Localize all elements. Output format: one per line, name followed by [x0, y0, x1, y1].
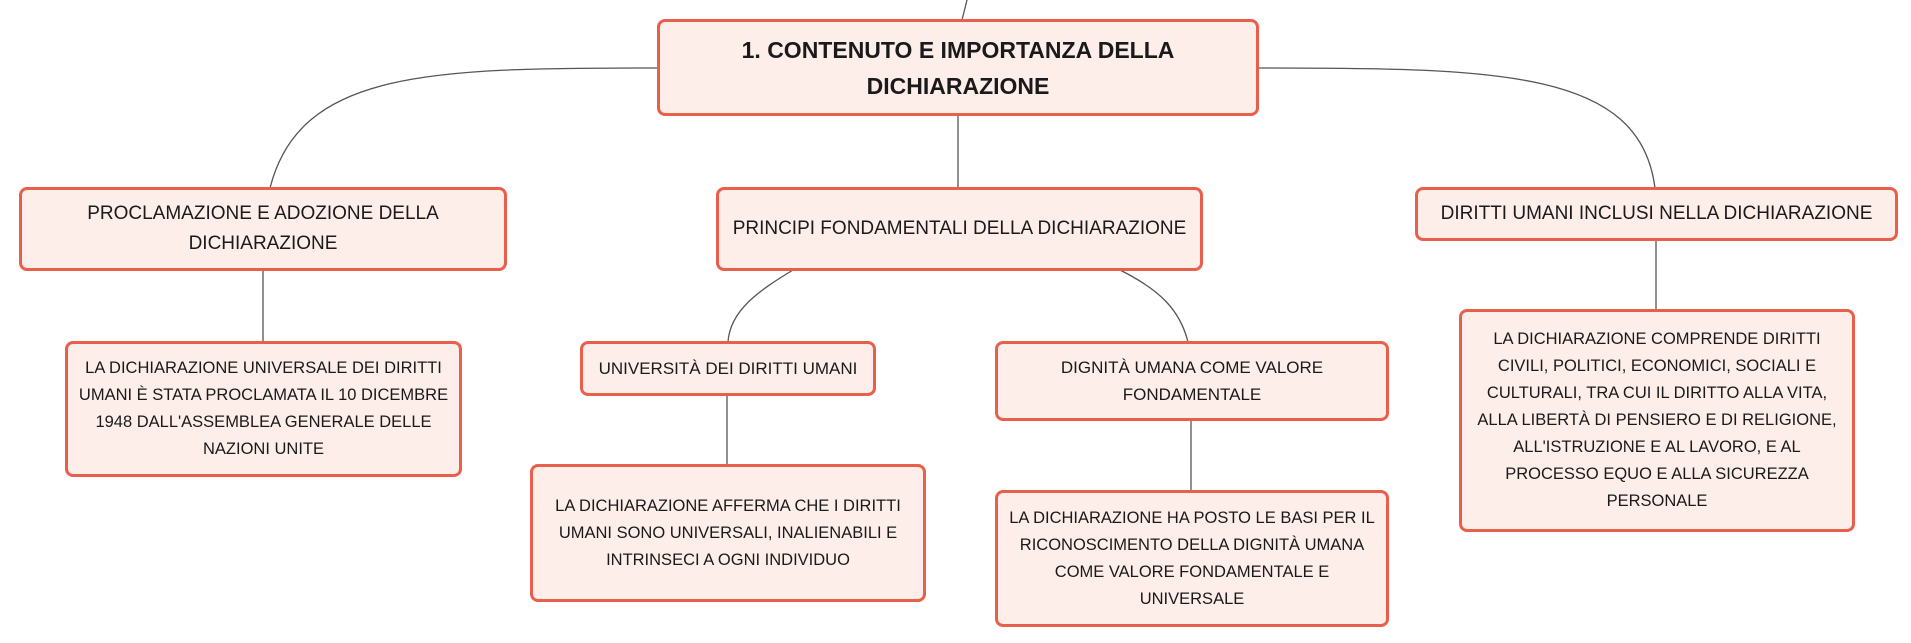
- connector-principi-to-dignita: [1120, 270, 1188, 342]
- detail-node-proclamazione[interactable]: [65, 341, 462, 477]
- subtopic-label: UNIVERSITÀ DEI DIRITTI UMANI: [598, 359, 858, 378]
- detail-node-dignita[interactable]: [995, 490, 1389, 627]
- detail-node-universita[interactable]: [530, 464, 926, 602]
- detail-text: LA DICHIARAZIONE AFFERMA CHE I DIRITTI UMANI SONO UNIVERSALI, INALIENABILI E INTRINSECI A OGNI INDIVIDUO: [555, 496, 901, 569]
- branch-label: PROCLAMAZIONE E ADOZIONE DELLA DICHIARAZIONE: [87, 203, 439, 254]
- connector-principi-to-universita: [728, 270, 793, 342]
- root-node[interactable]: [657, 19, 1259, 116]
- connector-root-to-diritti: [1259, 68, 1655, 188]
- connector-top-stub: [962, 0, 967, 20]
- detail-text: LA DICHIARAZIONE HA POSTO LE BASI PER IL RICONOSCIMENTO DELLA DIGNITÀ UMANA COME VALORE FONDAMENTALE E UNIVERSALE: [1009, 508, 1375, 608]
- root-title: 1. CONTENUTO E IMPORTANZA DELLA DICHIARAZIONE: [741, 36, 1175, 99]
- detail-text: LA DICHIARAZIONE UNIVERSALE DEI DIRITTI UMANI È STATA PROCLAMATA IL 10 DICEMBRE 1948 DALL'ASSEMBLEA GENERALE DELLE NAZIONI UNITE: [78, 359, 449, 458]
- branch-node-principi[interactable]: [716, 187, 1203, 271]
- detail-node-diritti[interactable]: [1459, 309, 1855, 532]
- branch-node-proclamazione[interactable]: [19, 187, 507, 271]
- subtopic-node-dignita[interactable]: [995, 341, 1389, 421]
- branch-label: PRINCIPI FONDAMENTALI DELLA DICHIARAZIONE: [732, 218, 1187, 239]
- subtopic-node-universita[interactable]: [580, 341, 876, 396]
- branch-label: DIRITTI UMANI INCLUSI NELLA DICHIARAZIONE: [1440, 203, 1873, 224]
- subtopic-label: DIGNITÀ UMANA COME VALORE FONDAMENTALE: [1060, 358, 1324, 404]
- detail-text: LA DICHIARAZIONE COMPRENDE DIRITTI CIVILI, POLITICI, ECONOMICI, SOCIALI E CULTURALI, TRA CUI IL DIRITTO ALLA VITA, ALLA LIBERTÀ DI PENSIERO E DI RELIGIONE, ALL'ISTRUZIONE E AL LAVORO, E AL PROCESSO EQUO E ALLA SICUREZZA PERSONALE: [1477, 330, 1837, 510]
- branch-node-diritti[interactable]: [1415, 187, 1898, 241]
- connector-root-to-proclamazione: [270, 68, 657, 188]
